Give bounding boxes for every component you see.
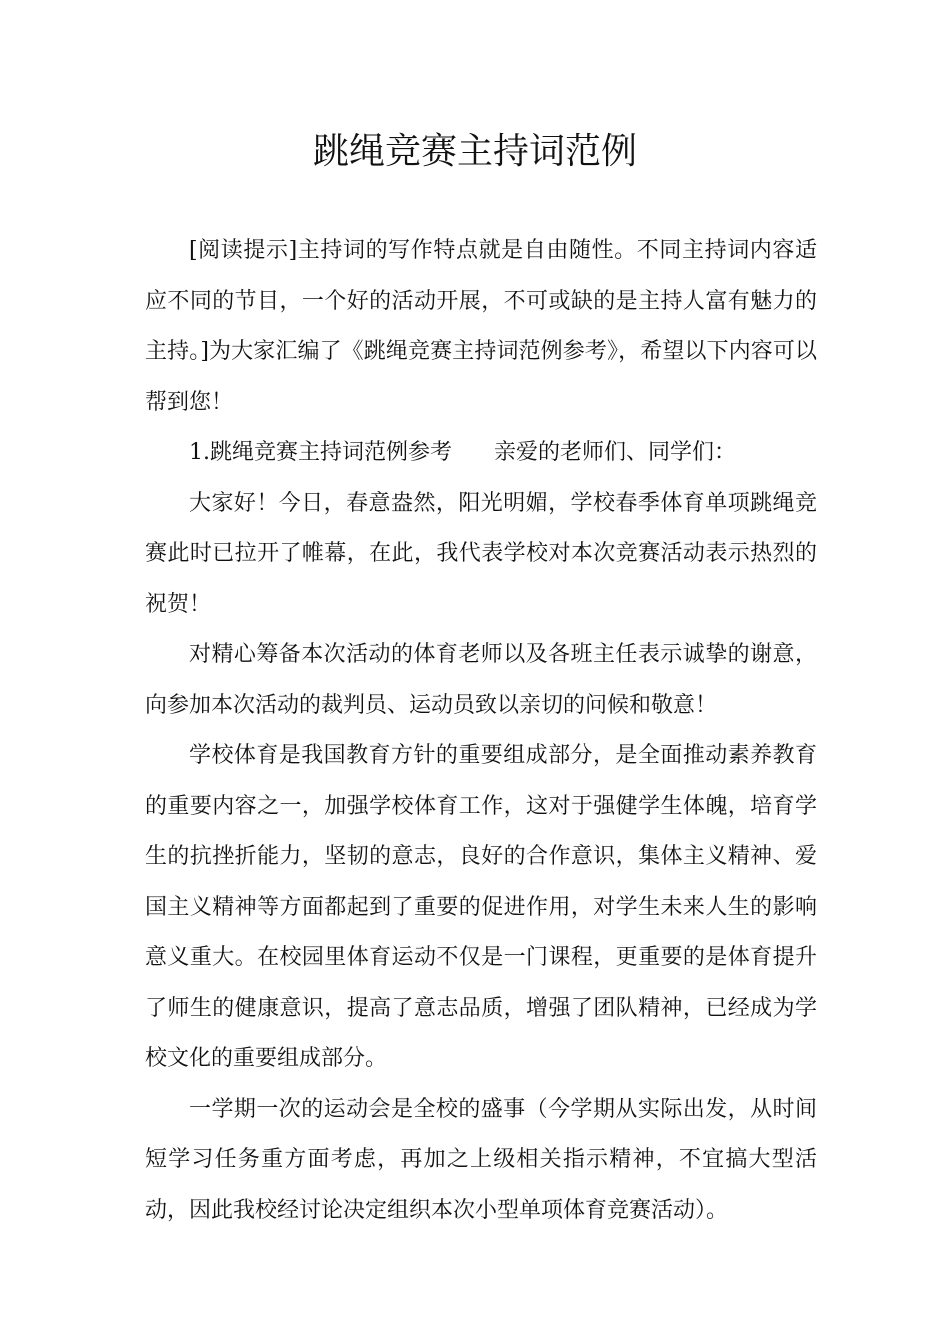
reading-tip-paragraph: [阅读提示]主持词的写作特点就是自由随性。不同主持词内容适应不同的节目，一个好的活动开展，不可或缺的是主持人富有魅力的主持。]为大家汇编了《跳绳竞赛主持词范例参考》，希望以下内容可以帮到您！ <box>145 238 817 415</box>
body-paragraph: 对精心筹备本次活动的体育老师以及各班主任表示诚挚的谢意，向参加本次活动的裁判员、运动员致以亲切的问候和敬意！ <box>145 642 817 718</box>
greeting: 亲爱的老师们、同学们： <box>493 440 736 465</box>
document-title: 跳绳竞赛主持词范例 <box>312 131 637 172</box>
section-heading: 1.跳绳竞赛主持词范例参考 <box>189 440 452 465</box>
body-paragraph: 学校体育是我国教育方针的重要组成部分，是全面推动素养教育的重要内容之一，加强学校体育工作，这对于强健学生体魄，培育学生的抗挫折能力，坚韧的意志，良好的合作意识，集体主义精神、爱国主义精神等方面都起到了重要的促进作用，对学生未来人生的影响意义重大。在校园里体育运动不仅是一门课程，更重要的是体育提升了师生的健康意识，提高了意志品质，增强了团队精神，已经成为学校文化的重要组成部分。 <box>145 743 817 1071</box>
document-body <box>145 226 817 1236</box>
body-paragraph: 大家好！今日，春意盎然，阳光明媚，学校春季体育单项跳绳竞赛此时已拉开了帷幕，在此，我代表学校对本次竞赛活动表示热烈的祝贺！ <box>145 490 817 617</box>
section-heading-line <box>145 428 817 479</box>
body-paragraph: 一学期一次的运动会是全校的盛事（今学期从实际出发，从时间短学习任务重方面考虑，再加之上级相关指示精神，不宜搞大型活动，因此我校经讨论决定组织本次小型单项体育竞赛活动）。 <box>145 1096 817 1223</box>
